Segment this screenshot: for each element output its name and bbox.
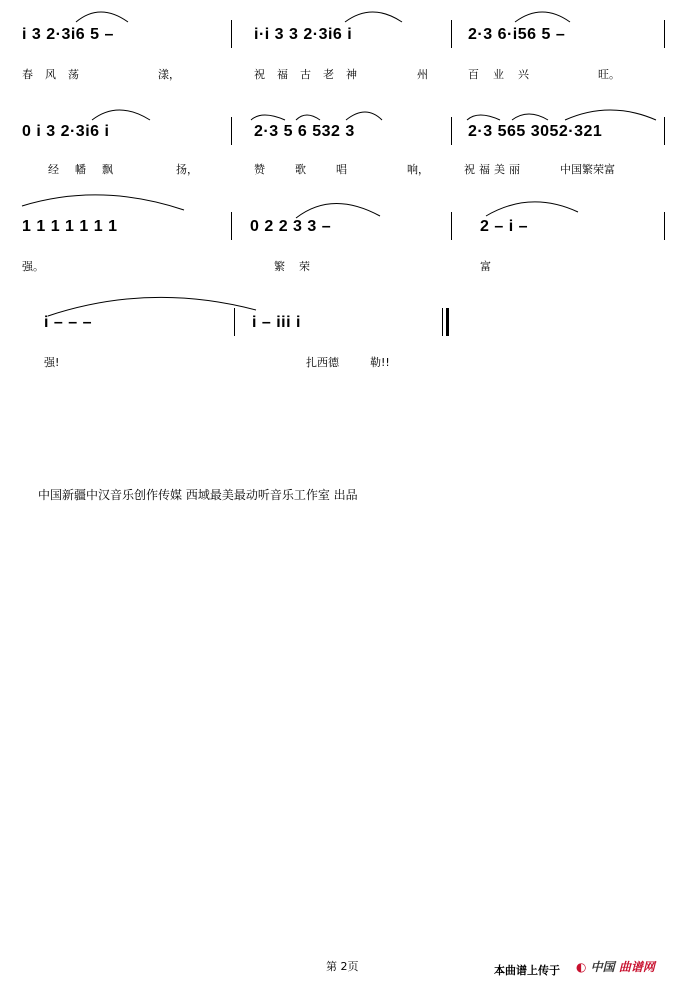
slur: [515, 12, 570, 22]
score-line-1: [0, 26, 682, 98]
page-number: 第 2页: [326, 960, 359, 973]
slur: [22, 195, 184, 210]
final-barline-thin: [442, 308, 443, 336]
barline: [451, 212, 452, 240]
notes-measure-9: 2 – i –: [480, 218, 528, 235]
logo-icon: ◐: [576, 960, 587, 974]
logo-accent: 曲谱网: [618, 960, 655, 974]
barline: [451, 20, 452, 48]
site-logo[interactable]: [576, 958, 655, 975]
slur: [296, 203, 380, 218]
lyric: 赞歌唱: [254, 163, 377, 176]
lyric: 祝福古老神: [254, 68, 369, 81]
notes-measure-3: 2·3 6·i56 5 –: [468, 26, 566, 43]
slur: [76, 12, 128, 22]
barline: [664, 117, 665, 145]
barline: [231, 20, 232, 48]
lyric: 百业兴: [468, 68, 543, 81]
notes-measure-2: i·i 3 3 2·3i6 i: [254, 26, 353, 43]
score-line-2: [0, 123, 682, 195]
slur: [296, 115, 320, 120]
notes-measure-1: i 3 2·3i6 5 –: [22, 26, 114, 43]
slur: [467, 115, 500, 120]
lyric: 勒!!: [370, 356, 390, 369]
notes-measure-8: 0 2 2 3 3 –: [250, 218, 332, 235]
slur: [251, 115, 285, 120]
lyric: 繁荣: [274, 260, 324, 273]
lyric: 漾，: [158, 68, 180, 81]
slur: [346, 112, 382, 120]
barline: [231, 212, 232, 240]
score-line-3: [0, 218, 682, 290]
lyric: 祝福美丽: [464, 163, 524, 176]
notes-measure-7: 1 1 1 1 1 1 1: [22, 218, 118, 235]
lyric: 春风荡: [22, 68, 91, 81]
lyric: 富: [480, 260, 491, 273]
lyric: 中国繁荣富: [560, 163, 615, 176]
slur: [92, 110, 150, 120]
lyric: 强。: [22, 260, 44, 273]
upload-note: 本曲谱上传于: [494, 964, 560, 977]
lyric: 经幡飘: [48, 163, 129, 176]
barline: [231, 117, 232, 145]
lyric: 响，: [407, 163, 429, 176]
barline: [234, 308, 235, 336]
final-barline-thick: [446, 308, 449, 336]
lyric: 旺。: [598, 68, 620, 81]
barline: [664, 212, 665, 240]
lyric: 州: [417, 68, 428, 81]
score-line-4: [0, 314, 682, 386]
lyric: 扬，: [176, 163, 198, 176]
slur: [565, 110, 656, 120]
credit-line: 中国新疆中汉音乐创作传媒 西域最美最动听音乐工作室 出品: [38, 488, 358, 502]
notes-measure-4: 0 i 3 2·3i6 i: [22, 123, 110, 140]
barline: [451, 117, 452, 145]
slur: [486, 202, 578, 216]
notes-measure-6: 2·3 565 3052·321: [468, 123, 603, 140]
slur: [345, 12, 402, 22]
notes-measure-5: 2·3 5 6 532 3: [254, 123, 355, 140]
barline: [664, 20, 665, 48]
slur: [512, 114, 548, 120]
notes-measure-11: i – iii i: [252, 314, 301, 331]
lyric: 扎西德: [306, 356, 339, 369]
lyric: 强!: [44, 356, 60, 369]
notes-measure-10: i – – –: [44, 314, 92, 331]
logo-main: 中国: [590, 960, 615, 974]
